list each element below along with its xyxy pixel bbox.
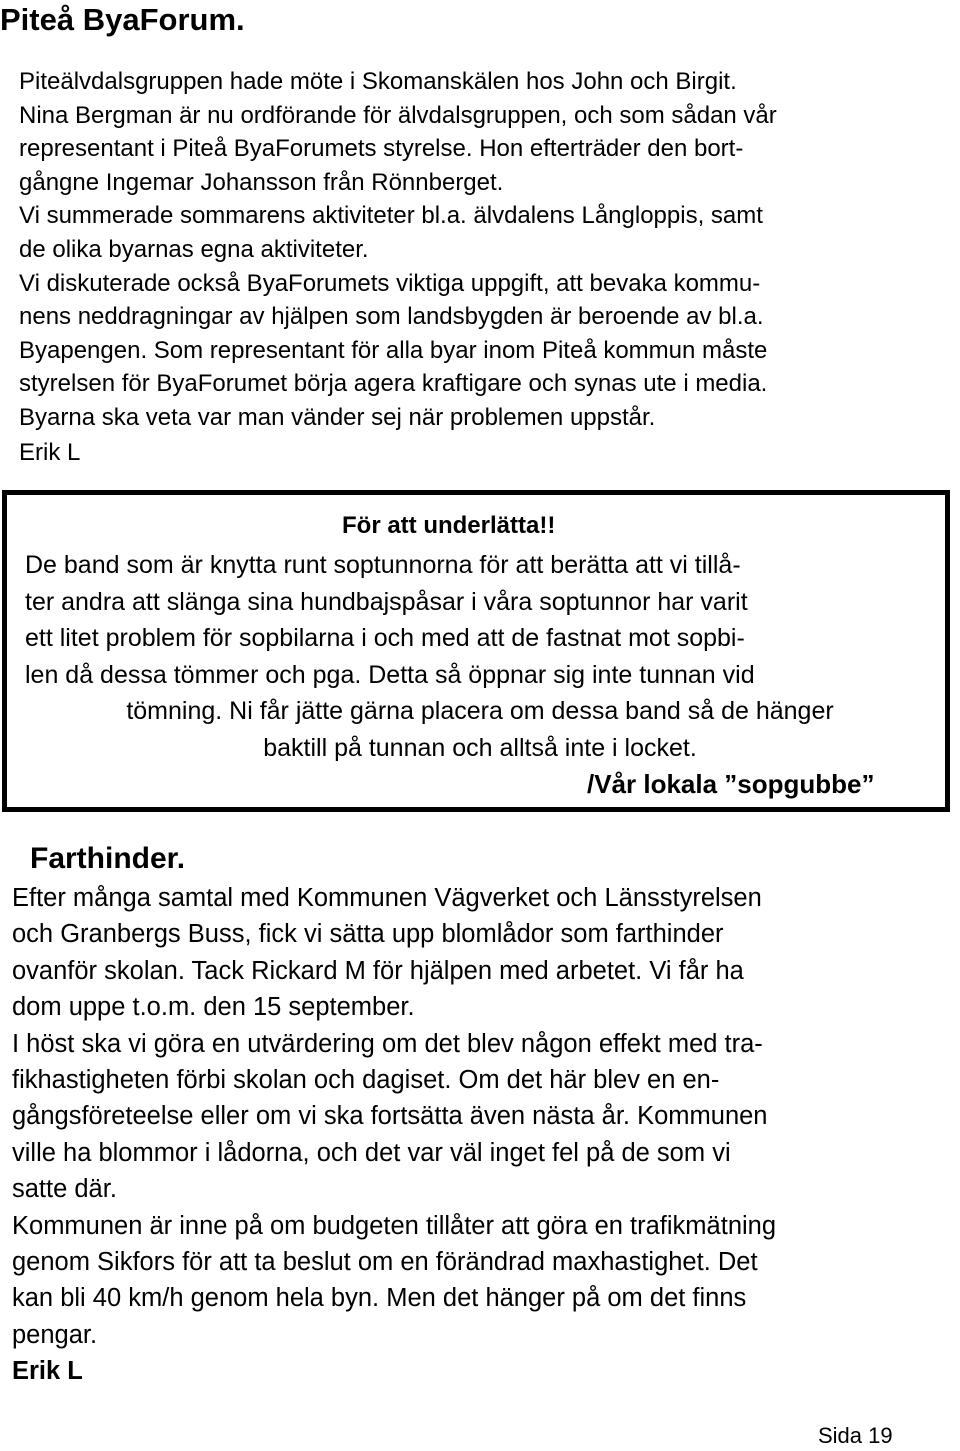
article-body-farthinder xyxy=(12,880,952,1390)
article-body-byaforum xyxy=(19,65,944,469)
paragraph-line: genom Sikfors för att ta beslut om en förändrad maxhastighet. Det xyxy=(12,1248,758,1277)
paragraph-line: de olika byarnas egna aktiviteter. xyxy=(19,235,369,263)
page-number: Sida 19 xyxy=(818,1423,893,1448)
notice-line: baktill på tunnan och alltså inte i locket. xyxy=(263,733,697,762)
notice-line: ter andra att slänga sina hundbajspåsar i våra soptunnor har varit xyxy=(25,587,748,616)
paragraph-line: gångne Ingemar Johansson från Rönnberget. xyxy=(19,168,504,196)
notice-signature: /Vår lokala ”sopgubbe” xyxy=(587,769,875,799)
paragraph-line: fikhastigheten förbi skolan och dagiset. Om det här blev en en- xyxy=(12,1066,720,1095)
paragraph-line: Efter många samtal med Kommunen Vägverket och Länsstyrelsen xyxy=(12,884,762,912)
notice-box xyxy=(2,490,950,812)
paragraph-line: ovanför skolan. Tack Rickard M för hjälpen med arbetet. Vi får ha xyxy=(12,956,744,985)
paragraph-line: kan bli 40 km/h genom hela byn. Men det hänger på om det finns xyxy=(12,1284,747,1313)
notice-body xyxy=(25,547,935,766)
paragraph-line: pengar. xyxy=(12,1320,98,1349)
notice-line: len då dessa tömmer och pga. Detta så öppnar sig inte tunnan vid xyxy=(25,660,755,689)
notice-line: De band som är knytta runt soptunnorna för att berätta att vi tillå- xyxy=(25,551,741,579)
article-title-byaforum: Piteå ByaForum. xyxy=(0,2,245,37)
paragraph-line: satte där. xyxy=(12,1175,117,1204)
notice-line: ett litet problem för sopbilarna i och med att de fastnat mot sopbi- xyxy=(25,624,745,652)
paragraph-line: dom uppe t.o.m. den 15 september. xyxy=(12,993,415,1022)
paragraph-line: Byapengen. Som representant för alla byar inom Piteå kommun måste xyxy=(19,336,768,364)
paragraph-line: I höst ska vi göra en utvärdering om det blev någon effekt med tra- xyxy=(12,1029,763,1058)
notice-line: tömning. Ni får jätte gärna placera om dessa band så de hänger xyxy=(126,697,834,725)
paragraph-line: Piteälvdalsgruppen hade möte i Skomanskälen hos John och Birgit. xyxy=(19,68,737,95)
paragraph-line: Vi diskuterade också ByaForumets viktiga uppgift, att bevaka kommu- xyxy=(19,269,761,297)
article-signature: Erik L xyxy=(12,1357,83,1386)
paragraph-line: Byarna ska veta var man vänder sej när problemen uppstår. xyxy=(19,403,656,431)
paragraph-line: Kommunen är inne på om budgeten tillåter att göra en trafikmätning xyxy=(12,1211,777,1240)
notice-title: För att underlätta!! xyxy=(342,512,556,539)
paragraph-line: Nina Bergman är nu ordförande för älvdalsgruppen, och som sådan vår xyxy=(19,101,777,129)
paragraph-line: representant i Piteå ByaForumets styrelse. Hon efterträder den bort- xyxy=(19,135,744,163)
article-title-farthinder: Farthinder. xyxy=(30,842,186,875)
paragraph-line: Vi summerade sommarens aktiviteter bl.a. älvdalens Långloppis, samt xyxy=(19,202,763,230)
paragraph-line: gångsföreteelse eller om vi ska fortsätta även nästa år. Kommunen xyxy=(12,1102,768,1131)
paragraph-line: styrelsen för ByaForumet börja agera kraftigare och synas ute i media. xyxy=(19,370,768,398)
paragraph-line: ville ha blommor i lådorna, och det var väl inget fel på de som vi xyxy=(12,1138,731,1167)
paragraph-line: och Granbergs Buss, fick vi sätta upp blomlådor som farthinder xyxy=(12,920,724,949)
article-signature: Erik L xyxy=(19,438,81,466)
paragraph-line: nens neddragningar av hjälpen som landsbygden är beroende av bl.a. xyxy=(19,303,764,331)
